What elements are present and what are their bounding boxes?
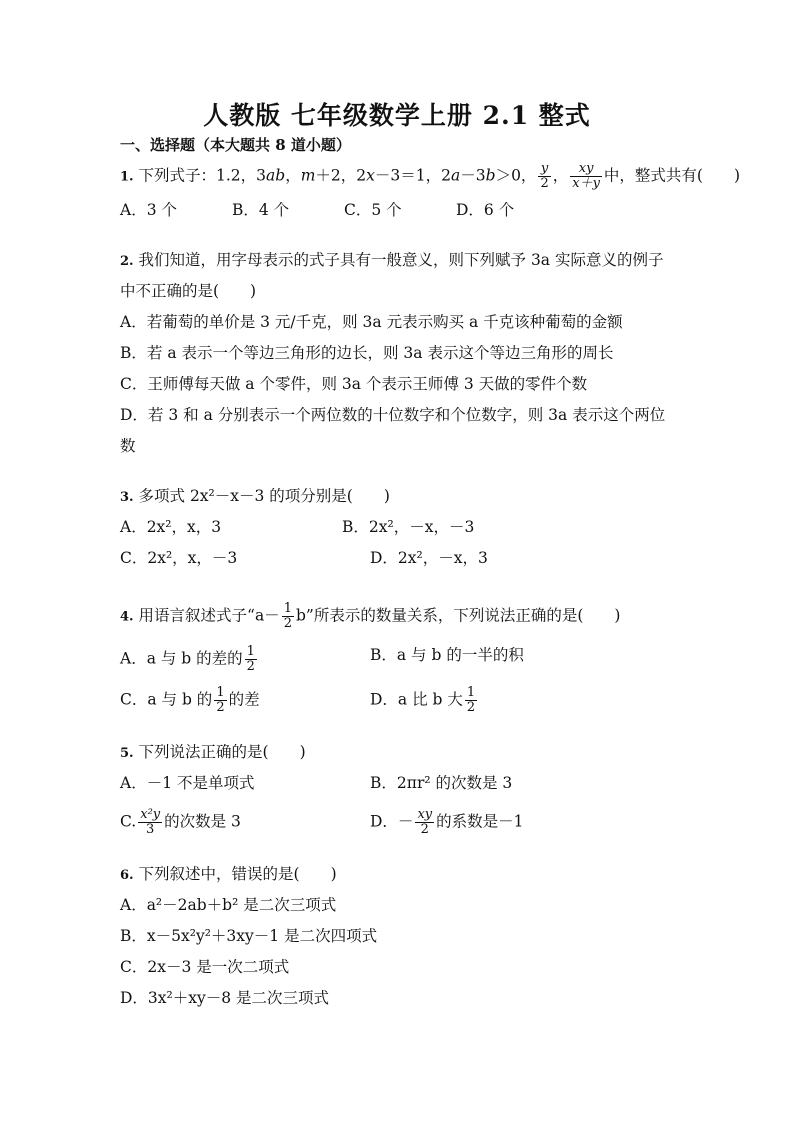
- option-d: D．若 3 和 a 分别表示一个两位数的十位数字和个位数字，则 3a 表示这个两位: [120, 406, 666, 424]
- question-1-stem: 1. 下列式子：1.2，3ab，m＋2，2x－3＝1，2a－3b＞0， $\frac{y}{2}$ ， $\frac{xy}{x+y}$ 中，整式共有( ): [120, 161, 741, 191]
- fraction: $\frac{1}{2}$: [246, 644, 255, 674]
- option-a: A．2x²，x，3: [120, 518, 222, 536]
- option-c: C．a 与 b 的 $\frac{1}{2}$ 的差: [120, 685, 260, 715]
- option-b: B．2πr² 的次数是 3: [370, 774, 513, 792]
- option-d-cont: 数: [120, 437, 136, 455]
- option-b: B．x－5x²y²＋3xy－1 是二次四项式: [120, 927, 378, 945]
- option-c: C．2x²，x，－3: [120, 549, 238, 567]
- page-title: 人教版 七年级数学上册 2.1 整式: [203, 101, 591, 130]
- question-number: 5.: [120, 746, 134, 761]
- option-d: D．a 比 b 大 $\frac{1}{2}$: [370, 685, 476, 715]
- question-4-stem: 4. 用语言叙述式子“a－ $\frac{1}{2}$ b”所表示的数量关系，下列说法正确的是( ): [120, 601, 621, 631]
- question-5-stem: 5. 下列说法正确的是( ): [120, 743, 306, 761]
- question-6-stem: 6. 下列叙述中，错误的是( ): [120, 865, 337, 883]
- option-c: C．王师傅每天做 a 个零件，则 3a 个表示王师傅 3 天做的零件个数: [120, 375, 588, 393]
- fraction: $\frac{1}{2}$: [466, 685, 476, 715]
- option-a: A．a²－2ab＋b² 是二次三项式: [120, 896, 337, 914]
- option-c: C. $\frac{\text{x²y}}{3}$ 的次数是 3: [120, 807, 241, 837]
- option-a: A．若葡萄的单价是 3 元/千克，则 3a 元表示购买 a 千克该种葡萄的金额: [120, 313, 623, 331]
- option-c: C．2x－3 是一次二项式: [120, 958, 290, 976]
- fraction: $\frac{\text{x²y}}{3}$: [140, 807, 161, 837]
- fraction: $\frac{y}{2}$: [540, 161, 549, 191]
- option-b: B．2x²，－x，－3: [342, 518, 475, 536]
- question-number: 6.: [120, 868, 134, 883]
- fraction: $\frac{xy}{2}$: [417, 807, 433, 837]
- question-3-stem: 3. 多项式 2x²－x－3 的项分别是( ): [120, 487, 390, 505]
- question-2-stem-cont: 中不正确的是( ): [120, 282, 257, 300]
- section-heading: 一、选择题（本大题共 8 道小题）: [120, 136, 351, 154]
- option-a: A．3 个: [120, 201, 177, 219]
- question-2-stem: 2. 我们知道，用字母表示的式子具有一般意义，则下列赋予 3a 实际意义的例子: [120, 251, 664, 269]
- option-d: D．－ $\frac{xy}{2}$ 的系数是－1: [370, 807, 524, 837]
- option-b: B．4 个: [232, 201, 290, 219]
- question-number: 1.: [120, 169, 134, 185]
- option-b: B．若 a 表示一个等边三角形的边长，则 3a 表示这个等边三角形的周长: [120, 344, 614, 362]
- question-number: 2.: [120, 254, 134, 269]
- option-b: B．a 与 b 的一半的积: [370, 646, 524, 664]
- fraction: $\frac{1}{2}$: [216, 685, 225, 715]
- question-number: 4.: [120, 609, 134, 625]
- option-d: D．2x²，－x，3: [370, 549, 488, 567]
- fraction: $\frac{1}{2}$: [283, 601, 292, 631]
- option-a: A．a 与 b 的差的 $\frac{1}{2}$: [120, 644, 255, 674]
- question-number: 3.: [120, 490, 134, 505]
- option-c: C．5 个: [344, 201, 402, 219]
- fraction: $\frac{xy}{x+y}$: [572, 161, 600, 191]
- option-a: A．－1 不是单项式: [120, 774, 255, 792]
- option-d: D．3x²＋xy－8 是二次三项式: [120, 989, 330, 1007]
- option-d: D．6 个: [456, 201, 515, 219]
